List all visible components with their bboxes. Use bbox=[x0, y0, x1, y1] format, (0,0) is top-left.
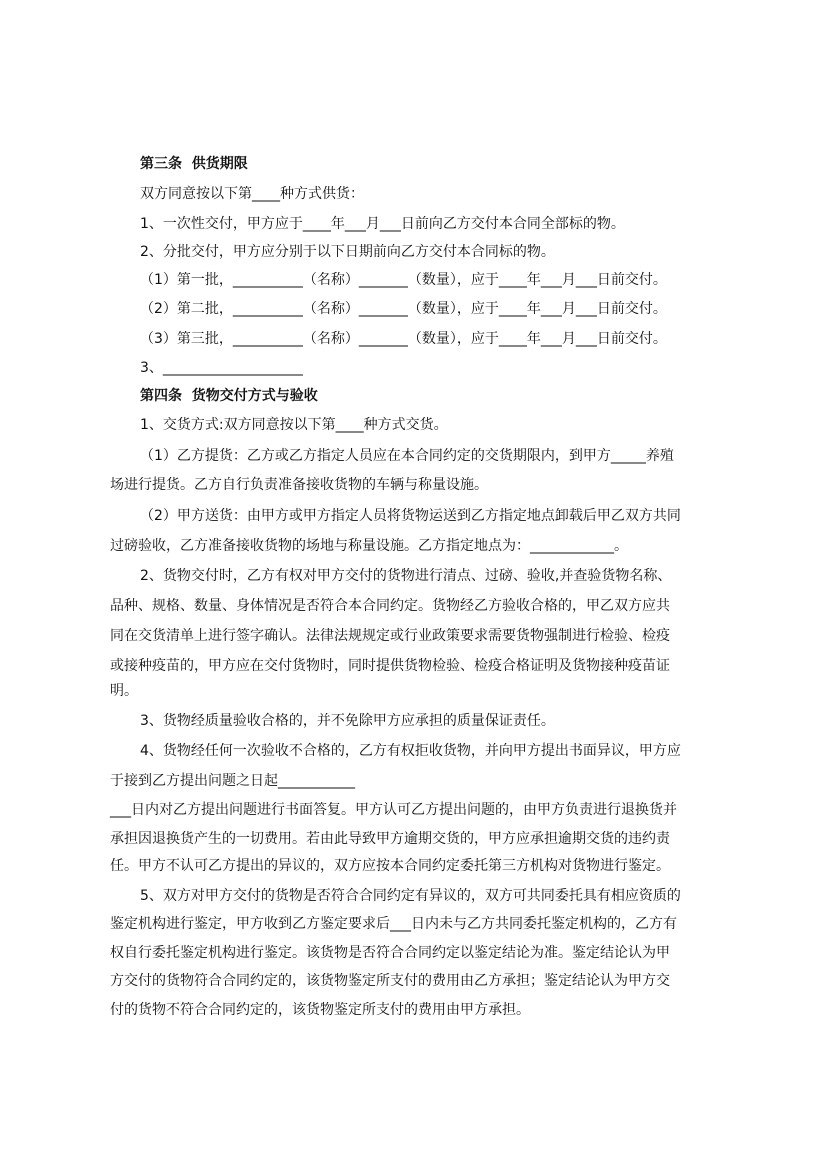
article-4-line-2: （1）乙方提货：乙方或乙方指定人员应在本合同约定的交货期限内，到甲方_____养殖 bbox=[140, 448, 674, 464]
article-3-batch-3: （3）第三批，__________（名称）_______（数量），应于____年___月___日前交付。 bbox=[140, 331, 667, 347]
article-4-line-19: 权自行委托鉴定机构进行鉴定。该货物是否符合合同约定以鉴定结论为准。鉴定结论认为甲 bbox=[110, 945, 670, 961]
article-4-title: 第四条 货物交付方式与验收 bbox=[140, 388, 318, 404]
article-3-line-1: 双方同意按以下第____种方式供货： bbox=[140, 186, 364, 202]
article-4-line-17: 5、双方对甲方交付的货物是否符合合同约定有异议的，双方可共同委托具有相应资质的 bbox=[140, 888, 681, 904]
article-4-line-18: 鉴定机构进行鉴定，甲方收到乙方鉴定要求后___日内未与乙方共同委托鉴定机构的，乙方有 bbox=[110, 916, 677, 932]
article-4-line-5: 过磅验收，乙方准备接收货物的场地与称量设施。乙方指定地点为：____________。 bbox=[110, 538, 628, 554]
article-4-line-4: （2）甲方送货：由甲方或甲方指定人员将货物运送到乙方指定地点卸载后甲乙双方共同 bbox=[140, 508, 681, 524]
article-3-title: 第三条 供货期限 bbox=[140, 156, 248, 172]
article-4-line-10: 明。 bbox=[110, 683, 138, 699]
article-4-line-15: 承担因退换货产生的一切费用。若由此导致甲方逾期交货的，甲方应承担逾期交货的违约责 bbox=[110, 831, 670, 847]
article-4-line-14: ___日内对乙方提出问题进行书面答复。甲方认可乙方提出问题的，由甲方负责进行退换货并 bbox=[110, 802, 677, 818]
article-4-line-12: 4、货物经任何一次验收不合格的，乙方有权拒收货物，并向甲方提出书面异议，甲方应 bbox=[140, 743, 681, 759]
article-4-line-11: 3、货物经质量验收合格的，并不免除甲方应承担的质量保证责任。 bbox=[140, 713, 555, 729]
article-4-line-6: 2、货物交付时，乙方有权对甲方交付的货物进行清点、过磅、验收,并查验货物名称、 bbox=[140, 568, 672, 584]
article-4-line-1: 1、交货方式:双方同意按以下第____种方式交货。 bbox=[140, 417, 448, 433]
article-4-line-20: 方交付的货物符合合同约定的，该货物鉴定所支付的费用由乙方承担；鉴定结论认为甲方交 bbox=[110, 973, 670, 989]
article-4-line-13: 于接到乙方提出问题之日起___________ bbox=[110, 773, 355, 789]
article-3-line-7: 3、____________________ bbox=[140, 360, 303, 376]
article-4-line-3: 场进行提货。乙方自行负责准备接收货物的车辆与称量设施。 bbox=[110, 477, 488, 493]
article-4-line-16: 任。甲方不认可乙方提出的异议的，双方应按本合同约定委托第三方机构对货物进行鉴定。 bbox=[110, 858, 670, 874]
article-4-line-7: 品种、规格、数量、身体情况是否符合本合同约定。货物经乙方验收合格的，甲乙双方应共 bbox=[110, 598, 670, 614]
article-3-batch-2: （2）第二批，__________（名称）_______（数量），应于____年___月___日前交付。 bbox=[140, 301, 667, 317]
article-4-line-8: 同在交货清单上进行签字确认。法律法规规定或行业政策要求需要货物强制进行检验、检疫 bbox=[110, 628, 670, 644]
article-4-line-9: 或接种疫苗的，甲方应在交付货物时，同时提供货物检验、检疫合格证明及货物接种疫苗证 bbox=[110, 658, 670, 674]
article-3-line-3: 2、分批交付，甲方应分别于以下日期前向乙方交付本合同标的物。 bbox=[140, 244, 555, 260]
article-3-line-2: 1、一次性交付，甲方应于____年___月___日前向乙方交付本合同全部标的物。 bbox=[140, 216, 625, 232]
article-4-line-21: 付的货物不符合合同约定的，该货物鉴定所支付的费用由甲方承担。 bbox=[110, 1002, 530, 1018]
article-3-batch-1: （1）第一批，__________（名称）_______（数量），应于____年___月___日前交付。 bbox=[140, 272, 667, 288]
